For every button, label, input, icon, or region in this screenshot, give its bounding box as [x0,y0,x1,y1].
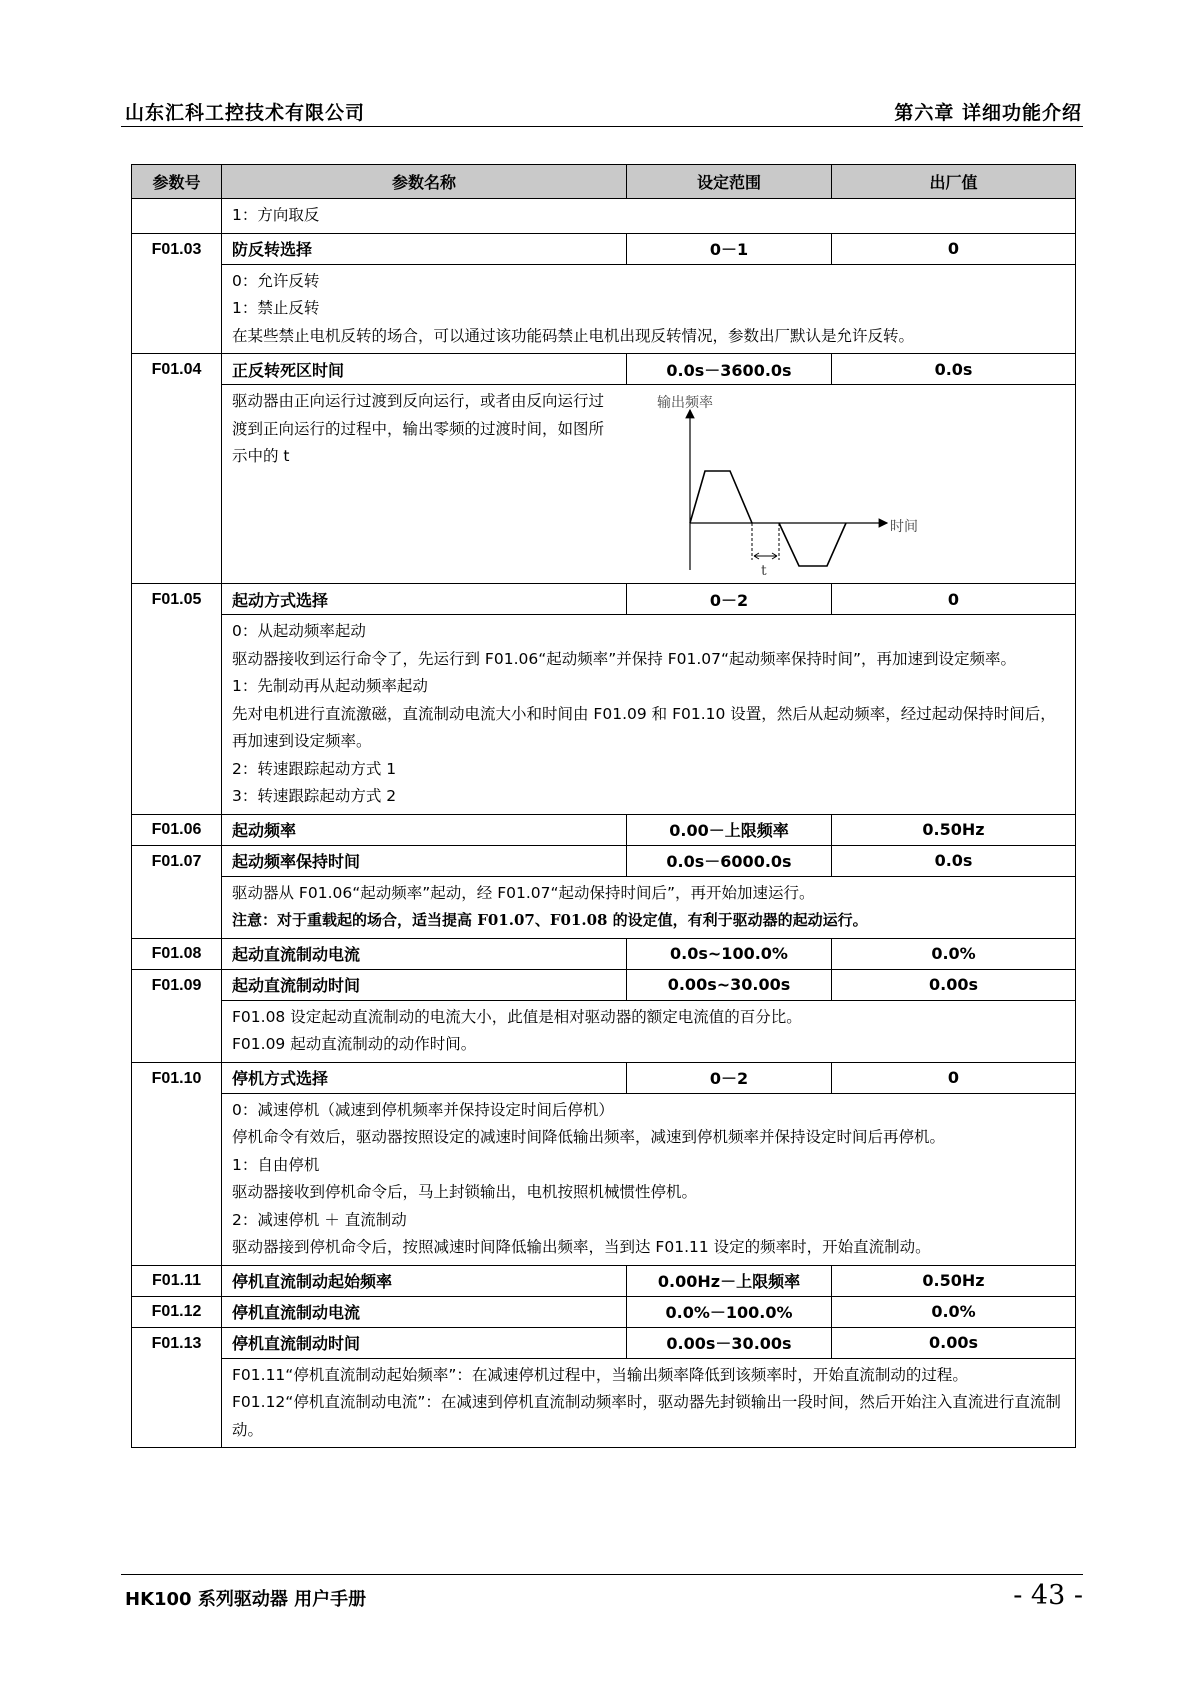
param-code: F01.11 [132,1265,222,1296]
param-name: 正反转死区时间 [222,354,627,385]
param-range: 0.00Hz－上限频率 [627,1265,832,1296]
note-line: 注意：对于重载起的场合，适当提高 F01.07、F01.08 的设定值，有利于驱动器的起动运行。 [232,911,868,929]
desc-line: 1：方向取反 [232,206,320,224]
param-range: 0.00s－30.00s [627,1327,832,1358]
param-name: 起动频率保持时间 [222,845,627,876]
table-row [132,1296,1076,1327]
param-description [222,876,1076,938]
param-name: 起动频率 [222,814,627,845]
param-description [222,615,1076,815]
param-name: 停机直流制动起始频率 [222,1265,627,1296]
reverse-curve [779,523,846,566]
desc-line: 0：从起动频率起动 [232,622,366,640]
param-range: 0.0s~100.0% [627,938,832,969]
param-range: 0.00s~30.00s [627,969,832,1000]
param-name: 停机直流制动时间 [222,1327,627,1358]
desc-line: 驱动器从 F01.06“起动频率”起动，经 F01.07“起动保持时间后”，再开始加速运行。 [232,883,815,902]
param-name: 起动直流制动电流 [222,938,627,969]
table-row [132,233,1076,264]
table-row [132,354,1076,385]
table-row [132,845,1076,876]
param-default: 0.00s [832,969,1076,1000]
param-description [222,1000,1076,1062]
footer-rule [121,1574,1083,1575]
param-code: F01.12 [132,1296,222,1327]
table-row [132,615,1076,815]
desc-line: F01.11“停机直流制动起始频率”：在减速停机过程中，当输出频率降低到该频率时，开始直流制动的过程。 [232,1365,968,1384]
param-name: 防反转选择 [222,233,627,264]
dead-time-figure [617,388,1065,580]
col-header-default: 出厂值 [832,165,1076,199]
param-code: F01.07 [132,845,222,938]
desc-line: 驱动器接收到运行命令了，先运行到 F01.06“起动频率”并保持 F01.07“起动频率保持时间”，再加速到设定频率。 [232,649,1017,668]
manual-title: HK100 系列驱动器 用户手册 [125,1589,367,1610]
param-name: 起动直流制动时间 [222,969,627,1000]
t-label: t [761,563,767,579]
desc-line: 驱动器接收到停机命令后，马上封锁输出，电机按照机械惯性停机。 [232,1183,698,1201]
param-description [222,1093,1076,1265]
desc-line: 1：禁止反转 [232,299,320,317]
param-default: 0 [832,584,1076,615]
param-description [222,385,1076,584]
table-row [132,1265,1076,1296]
param-range: 0－2 [627,584,832,615]
continuation-text [222,199,1076,234]
param-name: 停机方式选择 [222,1062,627,1093]
param-code: F01.10 [132,1062,222,1265]
desc-line: 在某些禁止电机反转的场合，可以通过该功能码禁止电机出现反转情况，参数出厂默认是允许反转。 [232,326,915,345]
param-code: F01.09 [132,969,222,1062]
table-row [132,876,1076,938]
param-default: 0 [832,233,1076,264]
param-code: F01.13 [132,1327,222,1448]
param-description [222,264,1076,354]
col-header-range: 设定范围 [627,165,832,199]
param-default: 0.0% [832,1296,1076,1327]
table-row [132,938,1076,969]
param-code: F01.05 [132,584,222,815]
desc-line: 1：自由停机 [232,1155,320,1174]
desc-line: 2：转速跟踪起动方式 1 [232,759,397,778]
y-axis-label: 输出频率 [657,395,713,411]
param-code: F01.03 [132,233,222,354]
param-range: 0－2 [627,1062,832,1093]
table-row [132,199,1076,234]
param-default: 0.0% [832,938,1076,969]
param-default: 0.50Hz [832,814,1076,845]
desc-line: 1：先制动再从起动频率起动 [232,677,428,695]
param-description [222,1358,1076,1448]
param-range: 0－1 [627,233,832,264]
param-default: 0.0s [832,354,1076,385]
table-row [132,1062,1076,1093]
table-row [132,264,1076,354]
desc-line: F01.09 起动直流制动的动作时间。 [232,1035,477,1053]
param-range: 0.0s－6000.0s [627,845,832,876]
table-row [132,584,1076,615]
desc-line: 2：减速停机 ＋ 直流制动 [232,1210,407,1229]
table-row [132,1000,1076,1062]
param-default: 0 [832,1062,1076,1093]
param-default: 0.00s [832,1327,1076,1358]
table-header-row [132,165,1076,199]
forward-curve [690,471,752,523]
desc-line: 驱动器由正向运行过渡到反向运行，或者由反向运行过渡到正向运行的过程中，输出零频的过渡时间，如图所示中的 t [232,392,605,465]
table-row [132,814,1076,845]
header-rule [121,126,1083,127]
param-default: 0.0s [832,845,1076,876]
col-header-code: 参数号 [132,165,222,199]
parameter-table [131,164,1076,1448]
param-range: 0.00－上限频率 [627,814,832,845]
desc-line: 0：减速停机（减速到停机频率并保持设定时间后停机） [232,1100,614,1119]
col-header-name: 参数名称 [222,165,627,199]
param-name: 停机直流制动电流 [222,1296,627,1327]
param-range: 0.0%－100.0% [627,1296,832,1327]
company-name: 山东汇科工控技术有限公司 [125,102,366,124]
table-row [132,969,1076,1000]
desc-line: 停机命令有效后，驱动器按照设定的减速时间降低输出频率，减速到停机频率并保持设定时间后再停机。 [232,1128,946,1146]
code-cell-empty [132,199,222,234]
param-code: F01.04 [132,354,222,584]
table-row [132,385,1076,584]
desc-line: 3：转速跟踪起动方式 2 [232,787,397,805]
param-default: 0.50Hz [832,1265,1076,1296]
desc-line: F01.08 设定起动直流制动的电流大小，此值是相对驱动器的额定电流值的百分比。 [232,1007,802,1026]
table-row [132,1093,1076,1265]
param-code: F01.08 [132,938,222,969]
desc-line: 先对电机进行直流激磁，直流制动电流大小和时间由 F01.09 和 F01.10 设置，然后从起动频率，经过起动保持时间后，再加速到设定频率。 [232,704,1056,750]
table-row [132,1358,1076,1448]
page-number: - 43 - [1013,1580,1083,1611]
table-row [132,1327,1076,1358]
chapter-title: 第六章 详细功能介绍 [894,102,1082,124]
x-axis-label: 时间 [890,519,918,535]
param-code: F01.06 [132,814,222,845]
desc-line: F01.12“停机直流制动电流”：在减速到停机直流制动频率时，驱动器先封锁输出一段时间，然后开始注入直流进行直流制动。 [232,1393,1061,1439]
param-name: 起动方式选择 [222,584,627,615]
desc-line: 0：允许反转 [232,271,320,290]
param-range: 0.0s－3600.0s [627,354,832,385]
desc-line: 驱动器接到停机命令后，按照减速时间降低输出频率，当到达 F01.11 设定的频率时，开始直流制动。 [232,1238,931,1256]
